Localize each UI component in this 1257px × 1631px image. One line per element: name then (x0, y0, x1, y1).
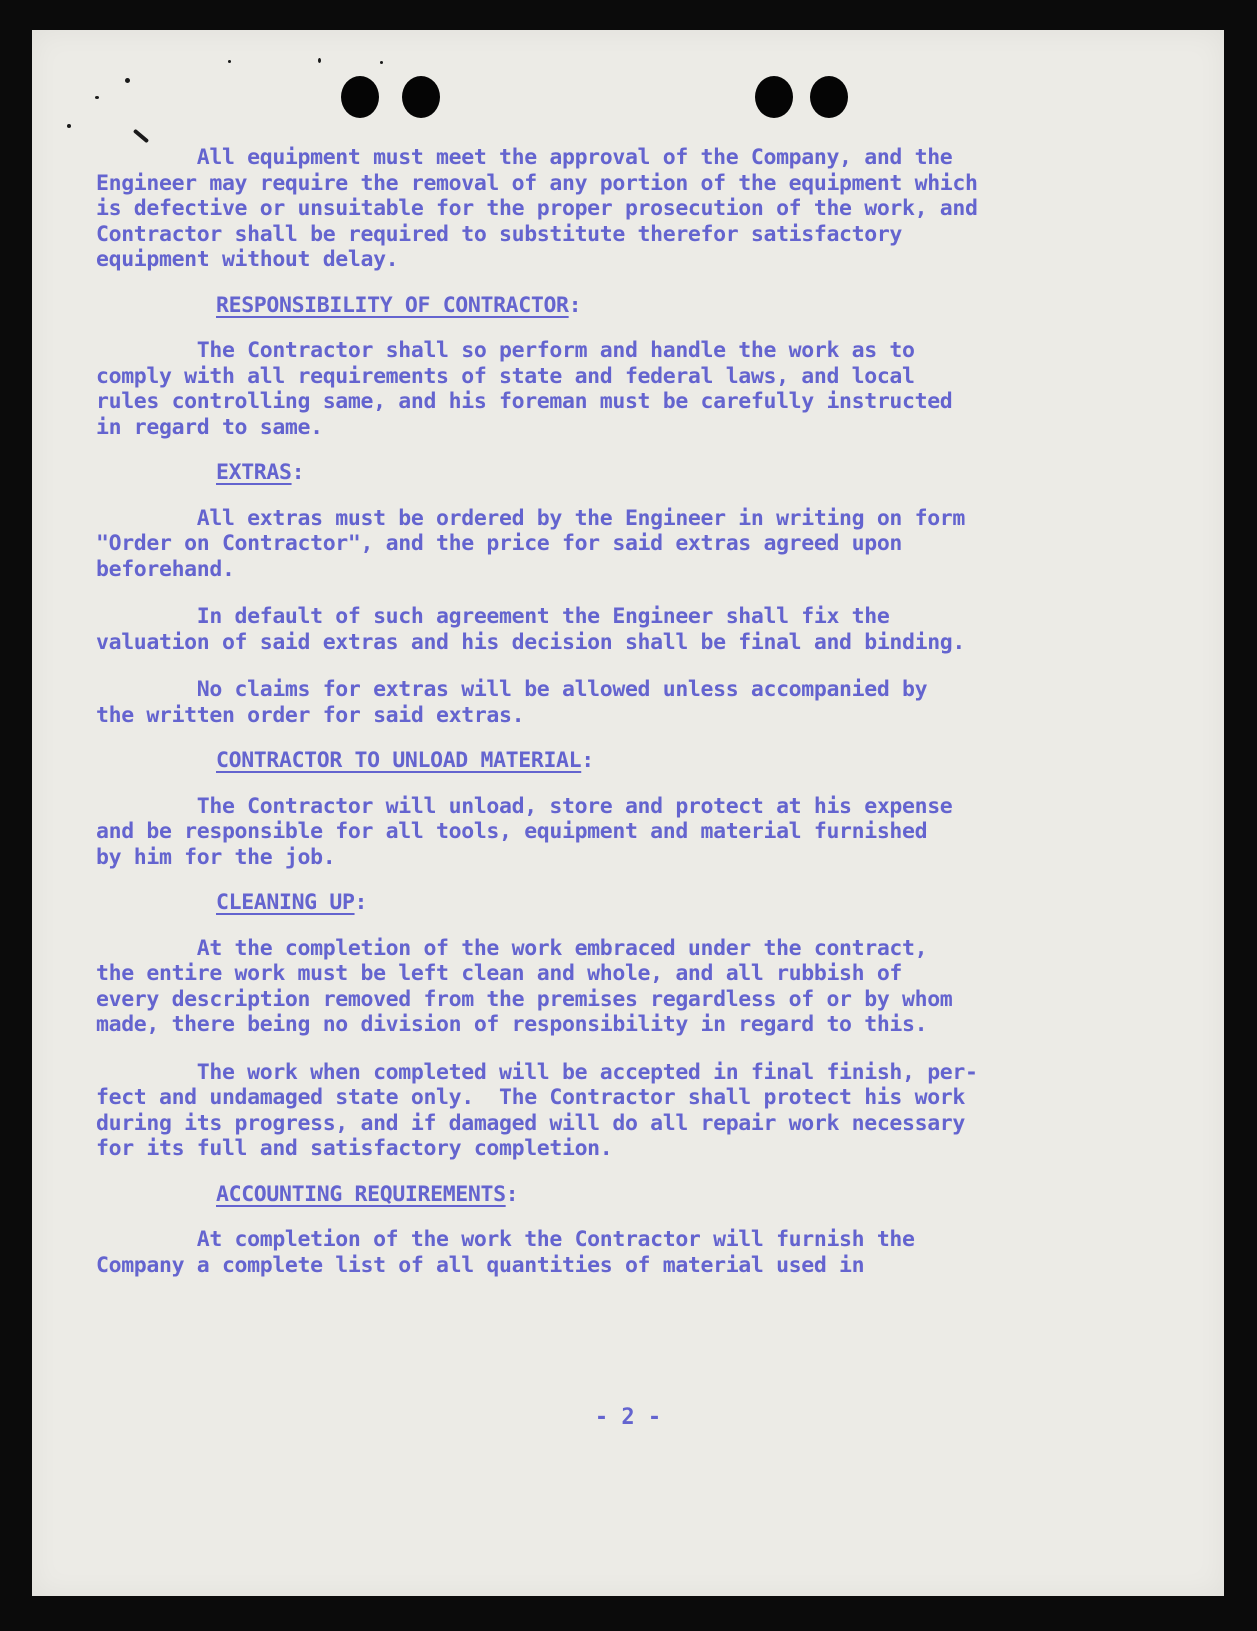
ink-speck (67, 124, 71, 128)
paragraph-responsibility: The Contractor shall so perform and handle the work as to comply with all requirements of state and federal laws, and local rules controlling same, and his foreman must be carefully instructed in regard to same. (96, 338, 953, 440)
paragraph-completion: The work when completed will be accepted in final finish, per- fect and undamaged state only. The Contractor shall protect his work during its progress, and if damaged will do all repair work necessary for its full and satisfactory completion. (96, 1059, 978, 1161)
paragraph-accounting: At completion of the work the Contractor will furnish the Company a complete list of all quantities of material used in (96, 1227, 915, 1278)
paragraph-extras-default: In default of such agreement the Engineer shall fix the valuation of said extras and his decision shall be final and binding. (96, 604, 965, 655)
paragraph-unload: The Contractor will unload, store and protect at his expense and be responsible for all tools, equipment and material furnished by him for the job. (96, 793, 953, 870)
paragraph-equipment: All equipment must meet the approval of the Company, and the Engineer may require the removal of any portion of the equipment which is defective or unsuitable for the proper prosecution of the work, and Contractor shall be required to substitute therefor satisfactory equipment without delay. (96, 145, 978, 272)
heading-accounting (216, 1182, 1176, 1208)
document-body (96, 145, 1176, 1278)
paragraph-extras-claims: No claims for extras will be allowed unless accompanied by the written order for said extras. (96, 677, 928, 728)
punch-hole (341, 76, 379, 118)
heading-colon: : (505, 1181, 519, 1207)
page-number: - 2 - (594, 1405, 662, 1430)
ink-speck (133, 129, 149, 144)
heading-unload (216, 748, 1176, 774)
heading-colon: : (581, 748, 594, 773)
ink-speck (318, 58, 321, 63)
heading-colon: : (291, 460, 305, 485)
ink-speck (95, 96, 99, 99)
heading-colon: : (354, 890, 368, 915)
paragraph-cleaning: At the completion of the work embraced under the contract, the entire work must be left clean and whole, and all rubbish of every description removed from the premises regardless of or by whom made, there being no division of responsibility in regard to this. (96, 935, 953, 1037)
paragraph-extras-order: All extras must be ordered by the Engineer in writing on form "Order on Contractor", and the price for said extras agreed upon beforehand. (96, 505, 965, 582)
ink-speck (380, 61, 383, 64)
document-page (32, 30, 1224, 1596)
punch-hole (402, 76, 440, 118)
ink-speck (125, 78, 130, 83)
heading-extras-label: EXTRAS (216, 460, 292, 485)
heading-responsibility-label: RESPONSIBILITY OF CONTRACTOR (216, 292, 569, 318)
heading-unload-label: CONTRACTOR TO UNLOAD MATERIAL (216, 748, 582, 773)
punch-hole (810, 76, 848, 118)
heading-extras (216, 460, 1176, 486)
heading-responsibility (216, 293, 1176, 319)
ink-speck (228, 60, 231, 63)
heading-cleaning (216, 890, 1176, 916)
heading-accounting-label: ACCOUNTING REQUIREMENTS (216, 1181, 506, 1207)
heading-colon: : (568, 292, 582, 318)
heading-cleaning-label: CLEANING UP (216, 890, 355, 915)
punch-hole (755, 76, 793, 118)
